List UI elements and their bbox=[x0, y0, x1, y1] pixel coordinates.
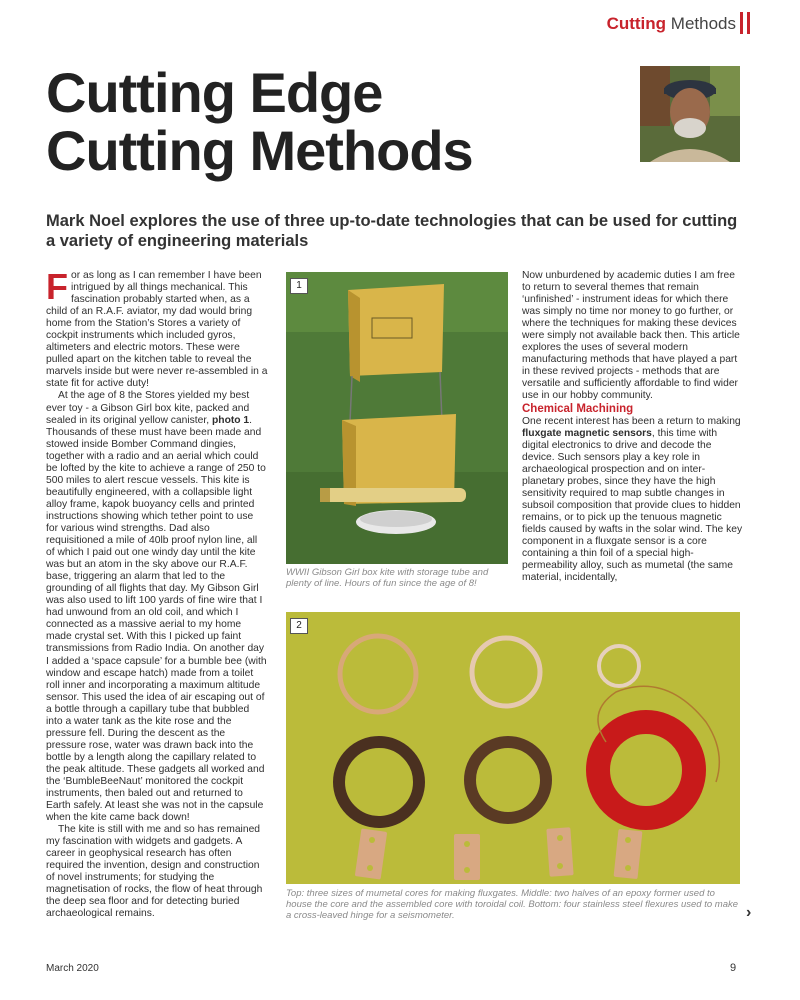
body-column-1 bbox=[46, 266, 268, 921]
key-term: fluxgate magnetic sensors bbox=[522, 427, 652, 439]
body-column-3 bbox=[522, 270, 744, 584]
photo-number-badge: 1 bbox=[290, 278, 308, 294]
paragraph-text: One recent interest has been a return to making bbox=[522, 415, 741, 427]
section-tag-bars bbox=[740, 12, 752, 34]
paragraph: Now unburdened by academic duties I am free to return to several themes that remain ‘unfinished’ - instrument ideas for which there was simply no time nor money to go further, or where the techniques for making these devices were simply not available back then. This article explores the uses of several modern manufacturing methods that have played a part in these revived projects - methods that are versatile and sufficiently affordable to find wider use in our hobby community. bbox=[522, 270, 740, 402]
photo-1-caption: WWII Gibson Girl box kite with storage tube and plenty of line. Hours of fun since the age of 8! bbox=[286, 567, 489, 589]
paragraph bbox=[46, 266, 268, 390]
paragraph bbox=[46, 390, 268, 824]
paragraph-text: , this time with digital electronics to drive and decode the device. Such sensors play a key role in archaeological prospection and on inter-planetary probes, since they have the high sensitivity required to map subtle changes in subsoil composition that provide clues to hidden remains, or to pick up the tenuous magnetic fields caused by wafts in the solar wind. The key component in a fluxgate sensor is a core containing a thin foil of a special high-permeability alloy, such as mumetal (the same material, incidentally, bbox=[522, 427, 743, 584]
page-number: 9 bbox=[730, 962, 737, 974]
paragraph-text: At the age of 8 the Stores yielded my best ever toy - a Gibson Girl box kite, packed and sealed in its original yellow canister, bbox=[46, 390, 250, 426]
photo-number-badge: 2 bbox=[290, 618, 308, 634]
article-title-line2: Cutting Methods bbox=[46, 119, 473, 182]
photo-2-fluxgate-parts bbox=[286, 612, 740, 884]
paragraph-text: or as long as I can remember I have been intrigued by all things mechanical. This fascination probably started when, as a child of an R.A.F. aviator, my dad would bring home from the Station’s Stores a variety of cockpit instruments which included gyros, altimeters and electric motors. These were pulled apart on the kitchen table to reveal the marvels inside but were never re-assembled in a state fit for active duty! bbox=[46, 270, 268, 390]
fluxgate-parts-illustration bbox=[286, 612, 740, 884]
author-photo bbox=[640, 66, 740, 162]
section-tag bbox=[607, 14, 736, 34]
author-portrait-illustration bbox=[640, 66, 740, 162]
standfirst: Mark Noel explores the use of three up-to-date technologies that can be used for cutting a variety of engineering materials bbox=[46, 212, 738, 250]
chevron-right-icon: › bbox=[746, 904, 752, 921]
paragraph bbox=[522, 416, 744, 585]
photo-2-caption: Top: three sizes of mumetal cores for making fluxgates. Middle: two halves of an epoxy former used to house the core and the assembled core with toroidal coil. Bottom: four stainless steel flexures used to make a cross-leaved hinge for a seismometer. bbox=[286, 888, 739, 921]
photo-reference: photo 1 bbox=[211, 414, 250, 426]
issue-date: March 2020 bbox=[46, 963, 99, 974]
paragraph-text: . Thousands of these must have been made and stowed inside Bomber Command dingies, together with a radio and an aerial which could be lofted by the kite to achieve a range of 250 to 500 miles to alert rescue vessels. This kite is beautifully engineered, with a collapsible light alloy frame, kapok buoyancy cells and printed instructions showing which tether point to use for various wind strengths. Dad also requisitioned a mile of 40lb proof nylon line, all of which I paid out one windy day until the kite was but an atom in the sky above our R.A.F. base, triggering an alarm that led to the grounding of all flights that day. My Gibson Girl was also used to lift 100 yards of fine wire that I had unwound from an old coil, and which I connected as a massive aerial to my home made crystal set. With this I picked up faint transmissions from Radio India. On another day I added a ‘space capsule’ for a bumble bee (with window and escape hatch) made from a toilet roll inner and incorporating a maximum altitude sensor. This used the idea of air escaping out of a bottle through a capillary tube that bubbled into a water tank as the kite rose and the pressure fell. During the descent as the pressure rose, water was drawn back into the bottle by a length along the capillary related to the peak altitude. These gadgets all worked and the ‘BumbleBeeNaut’ monitored the cockpit instruments, then baled out and returned to Earth safely. At least she was not in the capsule when the kite came back down! bbox=[46, 414, 267, 824]
section-tag-accent: Cutting bbox=[606, 14, 667, 33]
paragraph: The kite is still with me and so has remained my fascination with widgets and gadgets. A career in geophysical research has often required the invention, design and construction of novel instruments; for studying the magnetisation of rocks, the flow of heat through the deep sea floor and for detecting buried archaeological remains. bbox=[46, 824, 263, 920]
dropcap: F bbox=[46, 266, 68, 307]
section-subhead: Chemical Machining bbox=[522, 402, 634, 415]
article-title-line1: Cutting Edge bbox=[46, 61, 383, 124]
section-tag-rest: Methods bbox=[666, 14, 736, 33]
kite-photo-illustration bbox=[286, 272, 508, 564]
photo-1-kite bbox=[286, 272, 508, 564]
article-title bbox=[46, 61, 606, 182]
